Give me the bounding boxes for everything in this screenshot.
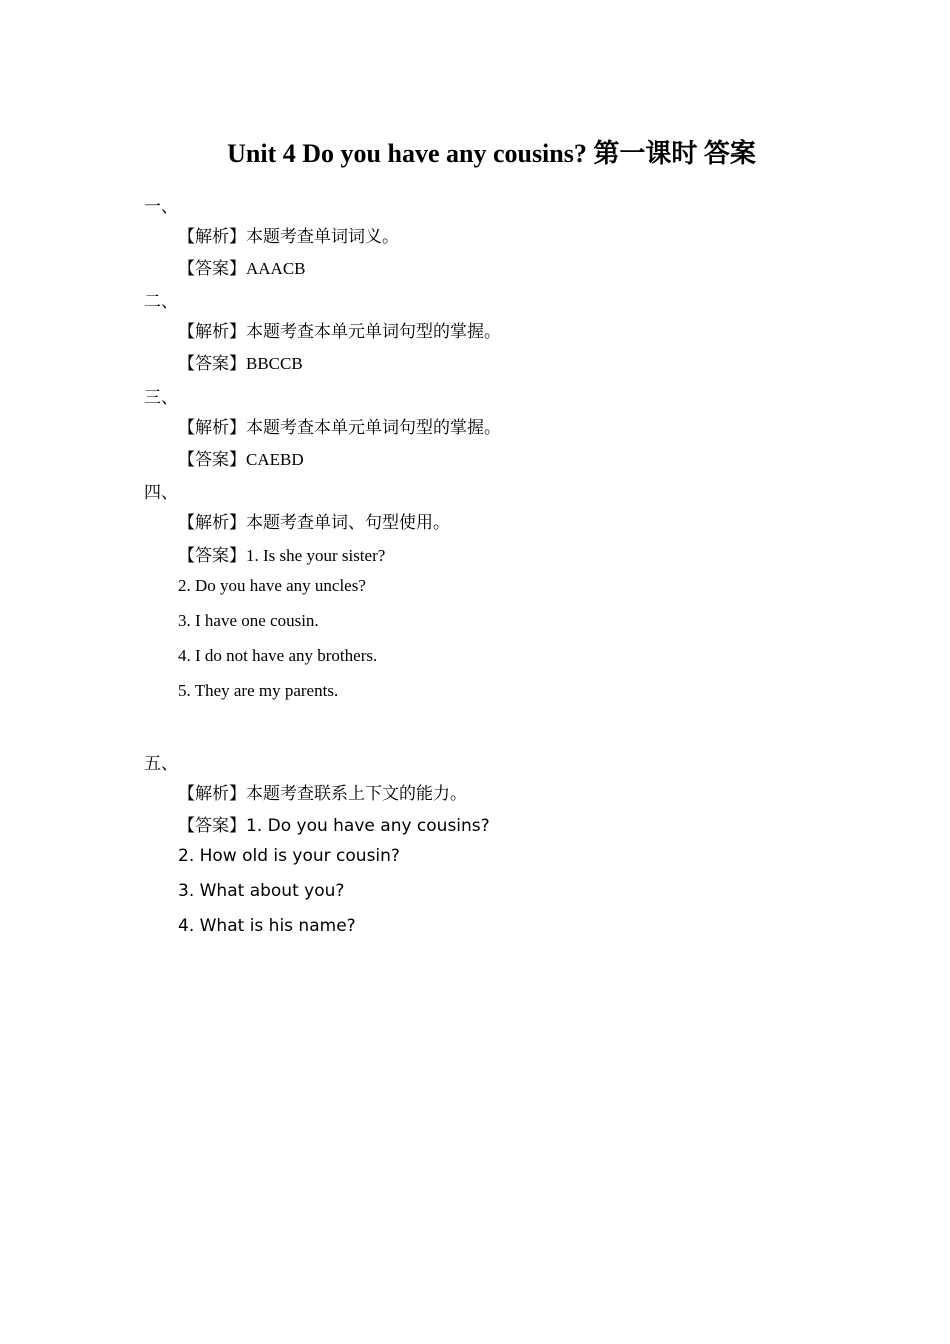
section-4-label: 四、 (144, 483, 178, 502)
section-4-item: 3. I have one cousin. (178, 611, 319, 630)
page-title: Unit 4 Do you have any cousins? 第一课时 答案 (227, 139, 756, 168)
section-1-analysis: 【解析】本题考查单词词义。 (178, 227, 399, 246)
section-2-label: 二、 (144, 292, 178, 311)
section-1-label: 一、 (144, 197, 178, 216)
section-5-label: 五、 (144, 754, 178, 773)
section-4-item: 5. They are my parents. (178, 681, 339, 700)
section-5-item: 3. What about you? (178, 881, 345, 901)
section-3-answer: 【答案】CAEBD (178, 450, 304, 469)
section-5-answer-prefix: 【答案】 (178, 816, 246, 835)
section-4-analysis: 【解析】本题考查单词、句型使用。 (178, 513, 450, 532)
section-3-analysis: 【解析】本题考查本单元单词句型的掌握。 (178, 418, 501, 437)
section-4-item: 2. Do you have any uncles? (178, 576, 366, 595)
section-5-item: 4. What is his name? (178, 916, 356, 936)
section-3-label: 三、 (144, 388, 178, 407)
section-2-analysis: 【解析】本题考查本单元单词句型的掌握。 (178, 322, 501, 341)
section-5-item: 2. How old is your cousin? (178, 846, 400, 866)
section-2-answer: 【答案】BBCCB (178, 354, 303, 373)
section-1-answer: 【答案】AAACB (178, 259, 306, 278)
section-4-answer: 【答案】1. Is she your sister? (178, 546, 386, 565)
section-4-item: 4. I do not have any brothers. (178, 646, 378, 665)
section-5-analysis: 【解析】本题考查联系上下文的能力。 (178, 784, 467, 803)
section-5-answer (178, 811, 490, 836)
section-5-answer-text: 1. Do you have any cousins? (246, 816, 490, 836)
